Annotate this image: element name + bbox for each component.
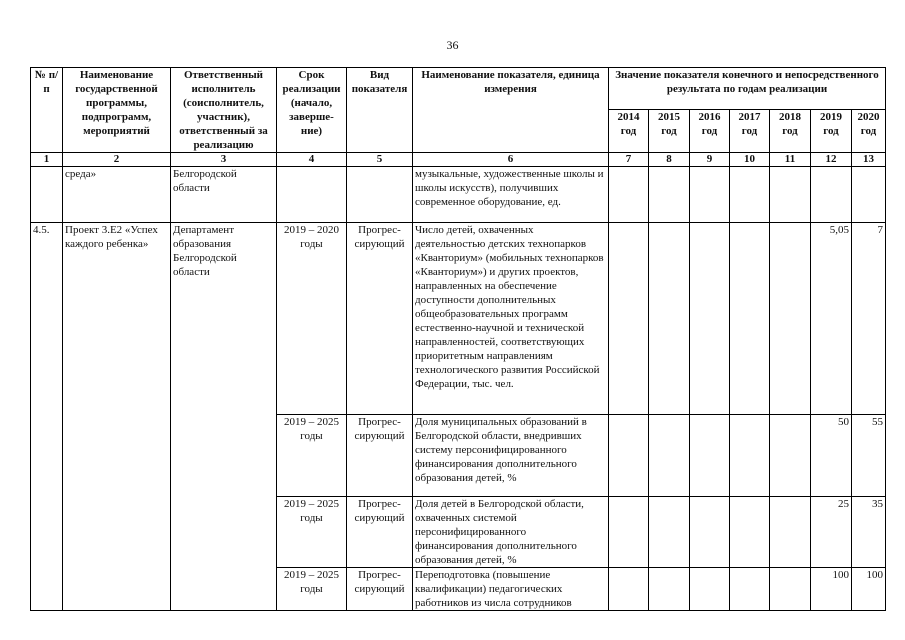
header-values: Значение показателя конечного и непосредственного результата по годам реализации <box>609 68 886 110</box>
year-2017: 2017 год <box>730 110 770 153</box>
year-2018: 2018 год <box>770 110 811 153</box>
value-2020: 100 <box>852 567 886 610</box>
colnum: 5 <box>347 153 413 167</box>
column-number-row <box>31 153 886 167</box>
cell <box>609 223 649 415</box>
value-2019: 100 <box>811 567 852 610</box>
row-kind: Прогрес-сирующий <box>347 414 413 496</box>
row-kind: Прогрес-сирующий <box>347 567 413 610</box>
header-row <box>31 68 886 110</box>
row-term: 2019 – 2025 годы <box>277 567 347 610</box>
table-row <box>31 567 886 610</box>
cell <box>770 414 811 496</box>
project-executor: Департамент образования Белгородской области <box>171 223 277 415</box>
year-2015: 2015 год <box>649 110 690 153</box>
cell <box>730 496 770 567</box>
table-row <box>31 414 886 496</box>
value-2019: 25 <box>811 496 852 567</box>
cell <box>770 567 811 610</box>
cell <box>63 496 171 567</box>
cell <box>649 496 690 567</box>
value-2019: 5,05 <box>811 223 852 415</box>
cell <box>770 496 811 567</box>
row-indicator: Доля детей в Белгородской области, охваченных системой персонифицированного финансирования дополнительного образования детей, % <box>413 496 609 567</box>
value-2020: 35 <box>852 496 886 567</box>
cell <box>171 414 277 496</box>
value-2020: 7 <box>852 223 886 415</box>
cell <box>730 414 770 496</box>
continuation-executor: Белгородской области <box>171 167 277 223</box>
cell <box>609 496 649 567</box>
project-name: Проект 3.Е2 «Успех каждого ребенка» <box>63 223 171 415</box>
cell <box>31 567 63 610</box>
colnum: 12 <box>811 153 852 167</box>
indicator-table <box>30 67 886 611</box>
cell <box>730 167 770 223</box>
row-indicator: Переподготовка (повышение квалификации) педагогических работников из числа сотрудников <box>413 567 609 610</box>
cell <box>347 167 413 223</box>
colnum: 10 <box>730 153 770 167</box>
colnum: 13 <box>852 153 886 167</box>
row-kind: Прогрес-сирующий <box>347 496 413 567</box>
cell <box>609 167 649 223</box>
cell <box>171 496 277 567</box>
cell <box>730 567 770 610</box>
row-term: 2019 – 2020 годы <box>277 223 347 415</box>
header-kind: Вид показателя <box>347 68 413 153</box>
row-indicator: Доля муниципальных образований в Белгородской области, внедривших систему персонифицированного финансирования дополнительного образования детей, % <box>413 414 609 496</box>
cell <box>649 223 690 415</box>
cell <box>649 414 690 496</box>
table-row <box>31 496 886 567</box>
cell <box>31 496 63 567</box>
header-executor: Ответственный исполнитель (соисполнитель, участник), ответственный за реализацию <box>171 68 277 153</box>
header-program: Наименование государственной программы, подпрограмм, мероприятий <box>63 68 171 153</box>
continuation-program: среда» <box>63 167 171 223</box>
colnum: 9 <box>690 153 730 167</box>
colnum: 4 <box>277 153 347 167</box>
continuation-indicator: музыкальные, художественные школы и школы искусств), получивших современное оборудование, ед. <box>413 167 609 223</box>
colnum: 3 <box>171 153 277 167</box>
colnum: 2 <box>63 153 171 167</box>
colnum: 6 <box>413 153 609 167</box>
header-term: Срок реализации (начало, заверше-ние) <box>277 68 347 153</box>
header-number: № п/п <box>31 68 63 153</box>
cell <box>31 167 63 223</box>
page-number: 36 <box>446 38 459 52</box>
cell <box>852 167 886 223</box>
table-row <box>31 223 886 415</box>
cell <box>63 567 171 610</box>
year-2016: 2016 год <box>690 110 730 153</box>
continuation-row <box>31 167 886 223</box>
cell <box>277 167 347 223</box>
row-term: 2019 – 2025 годы <box>277 496 347 567</box>
cell <box>63 414 171 496</box>
row-indicator: Число детей, охваченных деятельностью детских технопарков «Кванториум» (мобильных технопарков «Кванториум») и других проектов, направленных на обеспечение доступности дополнительных общеобразовательных программ естественно-научной и технической направленностей, соответствующих приоритетным направлениям технологического развития Российской Федерации, тыс. чел. <box>413 223 609 415</box>
cell <box>690 496 730 567</box>
project-number: 4.5. <box>31 223 63 415</box>
cell <box>770 223 811 415</box>
colnum: 1 <box>31 153 63 167</box>
cell <box>690 223 730 415</box>
year-2020: 2020 год <box>852 110 886 153</box>
cell <box>730 223 770 415</box>
cell <box>649 567 690 610</box>
row-kind: Прогрес-сирующий <box>347 223 413 415</box>
cell <box>690 167 730 223</box>
cell <box>690 567 730 610</box>
row-term: 2019 – 2025 годы <box>277 414 347 496</box>
cell <box>690 414 730 496</box>
year-2019: 2019 год <box>811 110 852 153</box>
cell <box>811 167 852 223</box>
cell <box>609 414 649 496</box>
colnum: 7 <box>609 153 649 167</box>
year-2014: 2014 год <box>609 110 649 153</box>
cell <box>609 567 649 610</box>
cell <box>649 167 690 223</box>
colnum: 8 <box>649 153 690 167</box>
value-2020: 55 <box>852 414 886 496</box>
colnum: 11 <box>770 153 811 167</box>
cell <box>171 567 277 610</box>
cell <box>770 167 811 223</box>
value-2019: 50 <box>811 414 852 496</box>
cell <box>31 414 63 496</box>
header-indicator: Наименование показателя, единица измерения <box>413 68 609 153</box>
